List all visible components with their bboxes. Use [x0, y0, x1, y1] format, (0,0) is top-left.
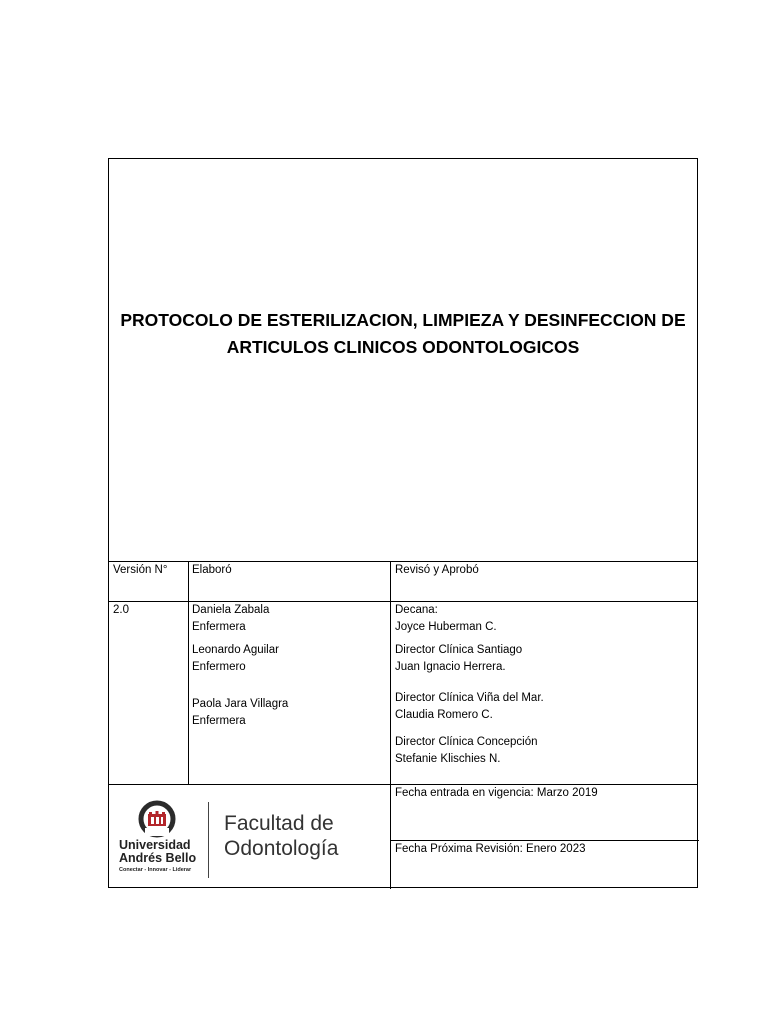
logo-divider	[208, 802, 209, 878]
faculty-logo	[109, 784, 390, 889]
column-divider	[390, 562, 391, 889]
university-name-line-1: Universidad	[119, 838, 191, 852]
header-version: Versión N°	[113, 564, 168, 576]
author-role: Enfermera	[192, 715, 246, 727]
reviewer-name: Joyce Huberman C.	[395, 621, 497, 633]
title-line-1: PROTOCOLO DE ESTERILIZACION, LIMPIEZA Y DESINFECCION DE	[120, 310, 686, 330]
faculty-name-line-2: Odontología	[224, 837, 339, 860]
faculty-name-line-1: Facultad de	[224, 812, 334, 835]
reviewer-name: Stefanie Klischies N.	[395, 753, 501, 765]
version-value: 2.0	[113, 604, 129, 616]
author-name: Daniela Zabala	[192, 604, 270, 616]
header-reviso: Revisó y Aprobó	[395, 564, 479, 576]
column-divider	[188, 562, 189, 784]
reviewer-title: Director Clínica Concepción	[395, 736, 538, 748]
header-elaboro: Elaboró	[192, 564, 232, 576]
title-line-2: ARTICULOS CLINICOS ODONTOLOGICOS	[226, 337, 580, 357]
university-tagline: Conectar - Innovar - Liderar	[119, 867, 192, 873]
author-role: Enfermera	[192, 621, 246, 633]
fecha-revision: Fecha Próxima Revisión: Enero 2023	[395, 843, 586, 855]
author-name: Paola Jara Villagra	[192, 698, 289, 710]
document-title	[109, 307, 697, 361]
reviewer-name: Juan Ignacio Herrera.	[395, 661, 506, 673]
author-name: Leonardo Aguilar	[192, 644, 279, 656]
reviewer-title: Decana:	[395, 604, 438, 616]
university-emblem-icon	[137, 800, 177, 838]
university-name-line-2: Andrés Bello	[119, 851, 197, 865]
title-area	[109, 159, 697, 562]
reviewer-name: Claudia Romero C.	[395, 709, 493, 721]
reviewer-title: Director Clínica Santiago	[395, 644, 523, 656]
elaboro-list	[192, 602, 288, 730]
reviewer-title: Director Clínica Viña del Mar.	[395, 692, 544, 704]
document-frame	[108, 158, 698, 888]
author-role: Enfermero	[192, 661, 246, 673]
fecha-vigencia: Fecha entrada en vigencia: Marzo 2019	[395, 787, 598, 799]
reviso-list	[395, 602, 544, 768]
